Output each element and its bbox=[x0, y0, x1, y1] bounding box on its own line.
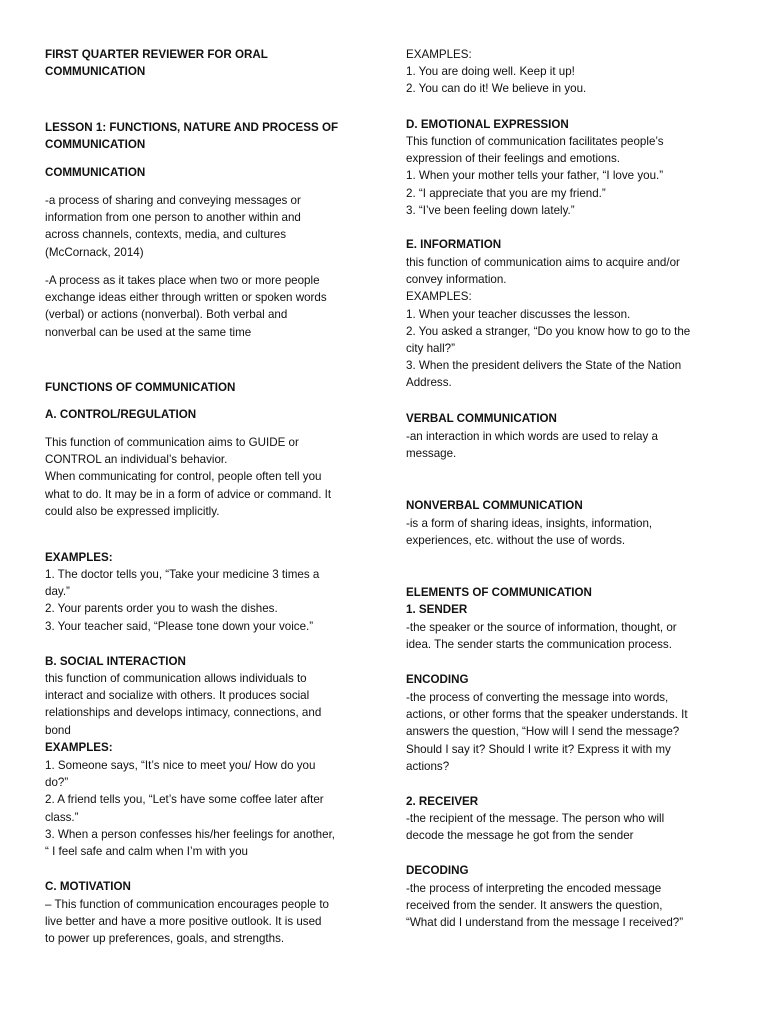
encoding-text bbox=[406, 689, 724, 775]
communication-heading: COMMUNICATION bbox=[45, 166, 146, 179]
document-title bbox=[45, 46, 367, 80]
text-line: 2. “I appreciate that you are my friend.” bbox=[406, 186, 606, 200]
verbal-heading: VERBAL COMMUNICATION bbox=[406, 412, 557, 425]
social-heading: B. SOCIAL INTERACTION bbox=[45, 655, 186, 668]
social-examples-heading: EXAMPLES: bbox=[45, 741, 113, 754]
communication-definition-2 bbox=[45, 272, 367, 341]
text-line: CONTROL an individual’s behavior. bbox=[45, 453, 228, 467]
text-line: this function of communication allows individuals to bbox=[45, 672, 307, 685]
control-text bbox=[45, 434, 367, 520]
text-line: actions, or other forms that the speaker understands. It bbox=[406, 708, 688, 722]
title-line: COMMUNICATION bbox=[45, 65, 146, 79]
text-line: – This function of communication encourages people to bbox=[45, 898, 330, 911]
example-line: 1. Someone says, “It’s nice to meet you/ How do you bbox=[45, 759, 316, 772]
control-examples-heading: EXAMPLES: bbox=[45, 551, 113, 564]
nonverbal-text bbox=[406, 515, 724, 549]
text-line: (verbal) or actions (nonverbal). Both verbal and bbox=[45, 308, 288, 322]
text-line: -the process of converting the message into words, bbox=[406, 691, 669, 704]
text-line: This function of communication aims to GUIDE or bbox=[45, 436, 299, 449]
text-line: “What did I understand from the message I received?” bbox=[406, 916, 684, 930]
sender-text bbox=[406, 619, 724, 653]
information-heading: E. INFORMATION bbox=[406, 238, 502, 251]
text-line: Address. bbox=[406, 376, 452, 390]
text-line: received from the sender. It answers the question, bbox=[406, 899, 663, 913]
text-line: to power up preferences, goals, and strengths. bbox=[45, 932, 285, 946]
text-line: When communicating for control, people often tell you bbox=[45, 470, 322, 484]
text-line: experiences, etc. without the use of words. bbox=[406, 534, 626, 548]
text-line: relationships and develops intimacy, connections, and bbox=[45, 706, 322, 720]
social-text bbox=[45, 670, 367, 739]
text-line: answers the question, “How will I send the message? bbox=[406, 725, 680, 739]
text-line: 1. When your mother tells your father, “I love you.” bbox=[406, 169, 664, 183]
text-line: what to do. It may be in a form of advice or command. It bbox=[45, 487, 332, 501]
lesson-heading bbox=[45, 119, 367, 153]
text-line: information from one person to another within and bbox=[45, 211, 301, 225]
text-line: -a process of sharing and conveying messages or bbox=[45, 194, 301, 207]
text-line: city hall?” bbox=[406, 342, 455, 356]
example-line: 2. Your parents order you to wash the dishes. bbox=[45, 602, 278, 616]
text-line: EXAMPLES: bbox=[406, 290, 472, 304]
text-line: could also be expressed implicitly. bbox=[45, 504, 220, 518]
text-line: -is a form of sharing ideas, insights, information, bbox=[406, 517, 653, 530]
text-line: convey information. bbox=[406, 273, 507, 287]
text-line: -the process of interpreting the encoded message bbox=[406, 882, 662, 895]
example-line: 1. You are doing well. Keep it up! bbox=[406, 65, 575, 79]
social-examples bbox=[45, 757, 367, 860]
text-line: -the recipient of the message. The person who will bbox=[406, 812, 665, 825]
decoding-heading: DECODING bbox=[406, 864, 469, 877]
example-line: 1. The doctor tells you, “Take your medicine 3 times a bbox=[45, 568, 320, 581]
text-line: message. bbox=[406, 447, 457, 461]
text-line: -A process as it takes place when two or more people bbox=[45, 274, 320, 287]
lesson-line: COMMUNICATION bbox=[45, 138, 146, 152]
text-line: this function of communication aims to acquire and/or bbox=[406, 256, 680, 269]
receiver-text bbox=[406, 810, 724, 844]
motivation-text bbox=[45, 896, 367, 948]
emotional-text bbox=[406, 133, 724, 219]
text-line: 1. When your teacher discusses the lesson. bbox=[406, 307, 631, 321]
example-line: do?” bbox=[45, 776, 69, 790]
motivation-heading: C. MOTIVATION bbox=[45, 880, 131, 893]
text-line: decode the message he got from the sender bbox=[406, 829, 634, 843]
decoding-text bbox=[406, 880, 724, 932]
title-line: FIRST QUARTER REVIEWER FOR ORAL bbox=[45, 48, 268, 61]
emotional-heading: D. EMOTIONAL EXPRESSION bbox=[406, 118, 569, 131]
text-line: This function of communication facilitates people’s bbox=[406, 135, 664, 148]
text-line: expression of their feelings and emotions. bbox=[406, 152, 620, 166]
example-line: class.” bbox=[45, 810, 79, 824]
information-text bbox=[406, 254, 724, 392]
text-line: live better and have a more positive outlook. It is used bbox=[45, 915, 322, 929]
example-line: “ I feel safe and calm when I’m with you bbox=[45, 845, 248, 859]
lesson-line: LESSON 1: FUNCTIONS, NATURE AND PROCESS OF bbox=[45, 121, 339, 134]
text-line: (McCornack, 2014) bbox=[45, 245, 144, 259]
example-line: 2. A friend tells you, “Let’s have some coffee later after bbox=[45, 793, 324, 807]
control-heading: A. CONTROL/REGULATION bbox=[45, 408, 197, 421]
example-line: 3. Your teacher said, “Please tone down your voice.” bbox=[45, 619, 314, 633]
text-line: exchange ideas either through written or spoken words bbox=[45, 291, 327, 305]
communication-definition-1 bbox=[45, 192, 367, 261]
example-line: 2. You can do it! We believe in you. bbox=[406, 82, 587, 96]
text-line: idea. The sender starts the communication process. bbox=[406, 638, 672, 652]
text-line: actions? bbox=[406, 759, 450, 773]
functions-heading: FUNCTIONS OF COMMUNICATION bbox=[45, 381, 236, 394]
nonverbal-heading: NONVERBAL COMMUNICATION bbox=[406, 499, 583, 512]
text-line: 3. “I’ve been feeling down lately.” bbox=[406, 203, 575, 217]
text-line: -an interaction in which words are used to relay a bbox=[406, 430, 658, 443]
text-line: -the speaker or the source of information, thought, or bbox=[406, 621, 677, 634]
text-line: nonverbal can be used at the same time bbox=[45, 325, 252, 339]
text-line: bond bbox=[45, 723, 71, 737]
text-line: 3. When the president delivers the State of the Nation bbox=[406, 359, 682, 373]
example-line: day.” bbox=[45, 585, 70, 599]
encoding-heading: ENCODING bbox=[406, 673, 469, 686]
text-line: interact and socialize with others. It produces social bbox=[45, 689, 310, 703]
verbal-text bbox=[406, 428, 724, 462]
text-line: 2. You asked a stranger, “Do you know how to go to the bbox=[406, 324, 691, 338]
sender-heading: 1. SENDER bbox=[406, 603, 468, 616]
text-line: Should I say it? Should I write it? Express it with my bbox=[406, 742, 671, 756]
example-line: EXAMPLES: bbox=[406, 48, 472, 61]
text-line: across channels, contexts, media, and cultures bbox=[45, 228, 287, 242]
receiver-heading: 2. RECEIVER bbox=[406, 795, 479, 808]
elements-heading: ELEMENTS OF COMMUNICATION bbox=[406, 586, 592, 599]
motivation-examples bbox=[406, 46, 724, 98]
control-examples bbox=[45, 566, 367, 635]
example-line: 3. When a person confesses his/her feelings for another, bbox=[45, 827, 336, 841]
